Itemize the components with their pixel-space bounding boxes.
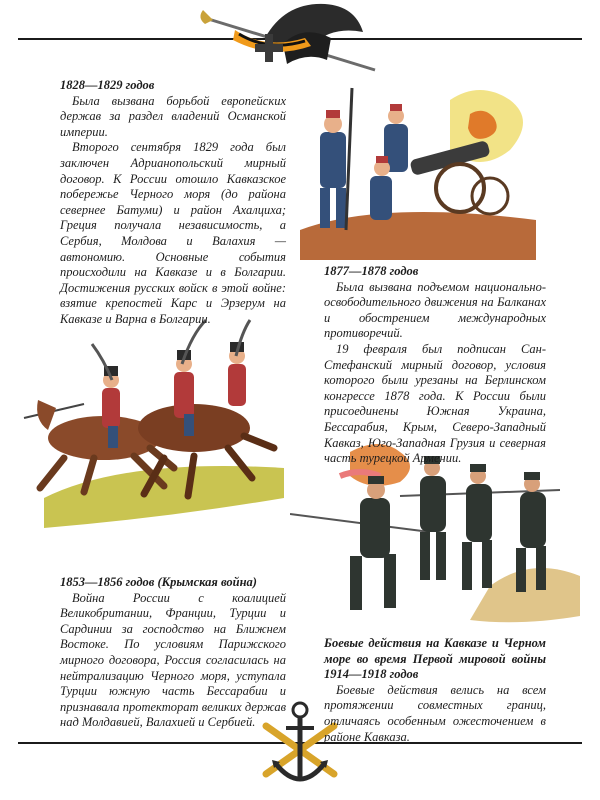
- section-paragraph: Война России с коалицией Великобритании, Франции, Турции и Сардинии за господство на Ближнем Востоке. По условиям Парижского мирного договора, Россия согласилась на нейтрализацию Черного моря, уступала Турции южную часть Бессарабии и признавала протекторат великих держав над Молдавией, Валахией и Сербией.: [60, 590, 286, 730]
- section-1914: [324, 636, 546, 745]
- section-1877: [324, 264, 546, 467]
- sabre-hilt-icon: [200, 10, 213, 24]
- cannon-wheel-icon: [436, 164, 484, 212]
- section-paragraph: Была вызвана борьбой европейских держав за раздел владений Османской империи.: [60, 93, 286, 139]
- section-1828: [60, 78, 286, 328]
- section-1853: [60, 575, 286, 731]
- section-paragraph: Боевые действия велись на всем протяжении совместных границ, отличаясь особенным ожесточением в районе Кавказа.: [324, 682, 546, 744]
- section-paragraph: 19 февраля был подписан Сан-Стефанский мирный договор, условия которого были урезаны на Берлинском конгрессе 1878 года. К России были присоединены Южная Украина, Бессарабия, Крым, Северо-Западный Кавказ, Юго-Западная Грузия и северная часть турецкой Армении.: [324, 341, 546, 466]
- soldier-2: [420, 456, 446, 580]
- section-heading: 1828—1829 годов: [60, 78, 155, 92]
- cavalry-illustration: [14, 308, 290, 544]
- soldier-1: [350, 476, 396, 610]
- soldier-3: [462, 464, 492, 590]
- section-paragraph: Была вызвана подъемом национально-освободительного движения на Балканах и обострением международных противоречий.: [324, 279, 546, 341]
- section-paragraph: Второго сентября 1829 года был заключен Адрианопольский мирный договор. К России отошло Кавказское побережье Черного моря (до района севернее Батуми) и район Ахалциха; Греция получала независимость, а Сербия, Молдова и Валахия — автономию. Основные события происходили на Кавказе и в Болгарии. Достижения русских войск в этой войне: взятие крепостей Карс и Эрзерум на Кавказе и Варна в Болгарии.: [60, 140, 286, 326]
- section-heading: Боевые действия на Кавказе и Черном море во время Первой мировой войны 1914—1918 годов: [324, 636, 546, 682]
- ground-icon: [300, 212, 536, 260]
- rammer-icon: [346, 88, 352, 230]
- artillery-illustration: [300, 80, 536, 260]
- top-emblem: [195, 0, 385, 78]
- section-heading: 1853—1856 годов (Крымская война): [60, 575, 257, 589]
- section-heading: 1877—1878 годов: [324, 264, 419, 278]
- gunner-3: [370, 156, 392, 220]
- gunner-1: [320, 110, 346, 228]
- anchor-ring-icon: [293, 703, 307, 717]
